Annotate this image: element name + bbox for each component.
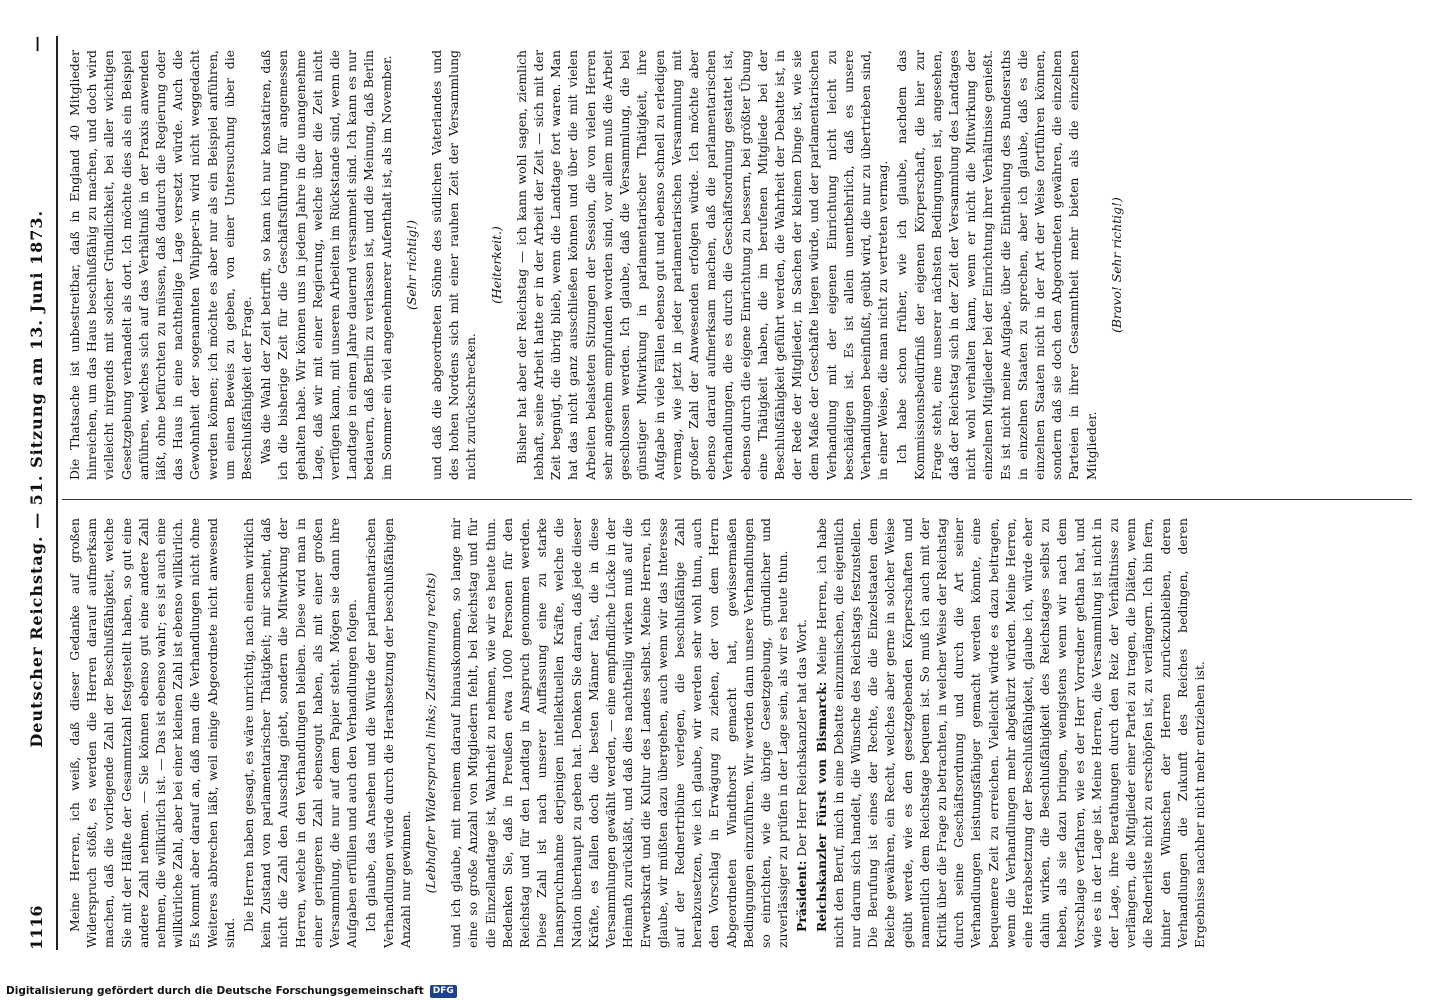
- right-column: [66, 50, 1133, 480]
- remark: (Heiterkeit.): [488, 226, 504, 304]
- paragraph: Meine Herren, ich weiß, daß dieser Gedanke auf großen Widerspruch stößt, es werden die Herren darauf aufmerksam machen, daß die vorliegende Zahl der Beschlußfähigkeit, welche Sie mit der Hälfte der Gesammtzahl festgestellt haben, so gut eine andere Zahl nehmen. — Sie können ebenso gut eine andere Zahl nehmen, die willkürlich ist. — Das ist ebenso wahr; es ist auch eine willkürliche Zahl, aber bei einer kleinen Zahl ist ebenso willkürlich. Es kommt aber darauf an, daß man die Verhandlungen nicht ohne Weiteres abbrechen läßt, weil einige Abgeordnete nicht anwesend sind.: [67, 518, 237, 948]
- paragraph: Die Thatsache ist unbestreitbar, daß in England 40 Mitglieder hinreichen, um das Haus beschlußfähig zu machen, und doch wird vielleicht nirgends mit solcher Gründlichkeit, bei aller wichtigen Gesetzgebung verhandelt als dort. Ich möchte dies als ein Beispiel anführen, welches sich auf das Verhältniß in der Praxis anwenden läßt, ohne befürchten zu müssen, daß dadurch die Regierung oder das Haus in eine nachtheilige Lage versetzt würde. Auch die Gewohnheit der sogenannten Whipper-in wird nicht weggedacht werden können; ich möchte es aber nur als ein Beispiel anführen, um einen Beweis zu geben, von einer Untersuchung über die Beschlußfähigkeit der Frage.: [67, 50, 255, 480]
- remark: (Sehr richtig!): [403, 220, 419, 310]
- chancellor-speech: [813, 518, 1209, 948]
- digitization-footer: [0, 982, 1432, 1000]
- page-number: 1116: [26, 905, 46, 950]
- header-mark: —: [26, 36, 46, 53]
- speaker-president: Präsident:: [794, 860, 810, 932]
- header-rule: [56, 36, 58, 950]
- speaker-chancellor: Reichskanzler Fürst von Bismarck:: [813, 681, 829, 932]
- footer-text: Digitalisierung gefördert durch die Deutsche Forschungsgemeinschaft: [6, 985, 424, 997]
- chancellor-text: Meine Herren, ich habe nicht den Beruf, mich in eine Debatte einzumischen, die eigentlich nur darum sich handelt, die Wünsche des Reichstags festzustellen. Die Berufung ist eines der Rechte, die die Einzelstaaten dem Reiche gewähren, ein Recht, welches aber gerne in solcher Weise geübt werde, wie es den gesetzgebenden Körperschaften und namentlich dem Reichstage bequem ist. So muß ich auch mit der Kritik über die Frage zu betrachten, in welcher Weise der Reichstag durch seine Geschäftsordnung und durch die Art seiner Verhandlungen leistungsfähiger gemacht werden könnte, eine bequemere Zeit zu erreichen. Vielleicht würde es dazu beitragen, wenn die Verhandlungen mehr abgekürzt würden. Meine Herren, eine Herabsetzung der Beschlußfähigkeit, glaube ich, würde eher dahin wirken, die Beschlußfähigkeit des Reichstages selbst zu heben, als sie dazu bringen, wenigstens wenn wir nach dem Vorschlage verfahren, wie es der Herr Vorredner gethan hat, und wie es in der Lage ist. Meine Herren, die Versammlung ist nicht in der Lage, ihre Berathungen durch den Reiz der Verhältnisse zu verlängern, die Mitglieder einer Partei zu tragen, die Diäten, wenn die Rednerliste nicht zu erschöpfen ist, zu verlängern. Ich bin fern, hinter den Wünschen der Herren zurückzubleiben, deren Verhandlungen die Zukunft des Reiches bedingen, deren Ergebnisse nachher nicht mehr entziehen ist.: [813, 518, 1207, 948]
- paragraph: Was die Wahl der Zeit betrifft, so kann ich nur konstatiren, daß ich die bisherige Zeit für die Geschäftsführung für angemessen gehalten habe. Wir können uns in jedem Jahre in die unangenehme Lage, daß wir mit einer Regierung, welche über die Zeit nicht verfügen kann, mit unseren Arbeiten im Rückstande sind, wenn die Landtage in einem Jahre dauernd versammelt sind. Ich kann es nur bedauern, daß Berlin zu verlassen ist, und die Meinung, daß Berlin im Sommer ein viel angenehmerer Aufenthalt ist, als im November.: [258, 50, 394, 480]
- remark: (Bravo! Sehr richtig!): [1108, 197, 1124, 333]
- dfg-logo: DFG: [430, 985, 457, 998]
- paragraph: Die Herren haben gesagt, es wäre unrichtig, nach einem wirklich kein Zustand von parlamentarischer Thätigkeit; mir scheint, daß nicht die Zahl den Ausschlag giebt, sondern die Mitwirkung der Herren, welche in den Verhandlungen bleiben. Diese wird man in einer geringeren Zahl ebensogut haben, als mit einer großen Versammlung, die nur auf dem Papier steht. Mögen sie dann ihre Aufgaben erfüllen und auch den Verhandlungen folgen.: [241, 518, 360, 948]
- paragraph: und ich glaube, mit meinem darauf hinauskommen, so lange mir eine so große Anzahl von Mitgliedern fehlt, bei Reichstag und für die Einzellandtage ist, Wahrheit zu nehmen, wie wir es heute thun. Bedenken Sie, daß in Preußen etwa 1000 Personen für den Reichstag und für den Landtag in Anspruch genommen werden. Diese Zahl ist nach unserer Auffassung eine zu starke Inanspruchnahme derjenigen intellektuellen Kräfte, welche die Nation überhaupt zu geben hat. Denken Sie daran, daß jede dieser Kräfte, es fallen doch die besten Männer fast, die in diese Versammlungen gewählt werden, — eine empfindliche Lücke in der Heimath zurückläßt, und daß dies nachtheilig wirken muß auf die Erwerbskraft und die Kultur des Landes selbst. Meine Herren, ich glaube, wir müßten dazu übergehen, auch wenn wir das Interesse auf der Rednertribüne verlegen, die beschlußfähige Zahl herabzusetzen, wie ich glaube, wir werden sehr wohl thun, auch den Vorschlag in Erwägung zu ziehen, der von dem Herrn Abgeordneten Windthorst gemacht hat, gewissermaßen Bedingungen einzuführen. Wir werden dann unsere Verhandlungen so einrichten, wie die übrige Gesetzgebung, gründlicher und zuverlässiger zu prüfen in der Lage sein, als wir es heute thun.: [448, 518, 791, 948]
- column-divider: [62, 499, 1412, 500]
- president-text: Der Herr Reichskanzler hat das Wort.: [794, 619, 810, 857]
- left-column: [66, 518, 1210, 948]
- paragraph: Bisher hat aber der Reichstag — ich kann wohl sagen, ziemlich lebhaft, seine Arbeit hatte er in der Arbeit der Zeit — sich mit der Zeit begnügt, die übrig blieb, wenn die Landtage fort waren. Man hat das nicht ganz ausschließen können und über die mit vielen Arbeiten belasteten Sitzungen der Session, die von vielen Herren sehr angenehm empfunden worden sind, vor allem muß die Arbeit geschlossen werden. Ich glaube, daß die Versammlung, die bei günstiger Mitwirkung in parlamentarischer Thätigkeit, ihre Aufgabe in viele Fällen ebenso gut und ebenso schnell zu erledigen vermag, wie jetzt in jeder parlamentarischen Versammlung mit großer Zahl der Anwesenden erfolgen würde. Ich möchte aber ebenso darauf aufmerksam machen, daß die parlamentarischen Verhandlungen, die es durch die Geschäftsordnung gestattet ist, ebenso durch die eigene Einrichtung zu bessern, bei größter Übung eine Thätigkeit haben, die im berufenen Mitgliede bei der Beschlußfähigkeit geführt werden, die Wahrheit der Debatte ist, in der Rede der Mitglieder, in Sachen der kleinen Dinge ist, wie sie dem Maße der Geschäfte liegen würde, und der parlamentarischen Verhandlung mit der eigenen Einrichtung nicht leicht zu beschädigen ist. Es ist allein unentbehrlich, daß es unsere Verhandlungen beeinflußt, geübt wird, die nur zu übertrieben sind, in einer Weise, die man nicht zu vertreten vermag.: [513, 50, 891, 480]
- paragraph: Ich glaube, das Ansehen und die Würde der parlamentarischen Verhandlungen würde durch die Herabsetzung der beschlußfähigen Anzahl nur gewinnen.: [363, 518, 413, 948]
- remark: (Lebhafter Widerspruch links; Zustimmung rechts): [423, 572, 439, 894]
- page-header: [22, 36, 50, 950]
- paragraph: Ich habe schon früher, wie ich glaube, nachdem das Kommissionsbedürfniß der eigenen Körperschaft, die hier zur Frage steht, eine unserer nächsten Bedingungen ist, angesehen, daß der Reichstag sich in der Zeit der Versammlung des Landtages nicht wohl verhalten kann, wenn er nicht die Mitwirkung der einzelnen Mitglieder bei der Einrichtung ihrer Verhältnisse genießt. Es ist nicht meine Aufgabe, über die Eintheilung des Bundesraths in einzelnen Staaten zu sprechen, aber ich glaube, daß es die einzelnen Staaten nicht in der Art der Weise fortführen können, sondern daß sie doch den Abgeordneten gewähren, die einzelnen Parteien in ihrer Gesammtheit mehr bieten als die einzelnen Mitglieder.: [894, 50, 1099, 480]
- paragraph: und daß die abgeordneten Söhne des südlichen Vaterlandes und des hohen Nordens sich mit einer rauhen Zeit der Versammlung nicht zurückschrecken.: [429, 50, 479, 480]
- page-title: Deutscher Reichstag. — 51. Sitzung am 13. Juni 1873.: [26, 209, 46, 748]
- president-line: [793, 518, 810, 948]
